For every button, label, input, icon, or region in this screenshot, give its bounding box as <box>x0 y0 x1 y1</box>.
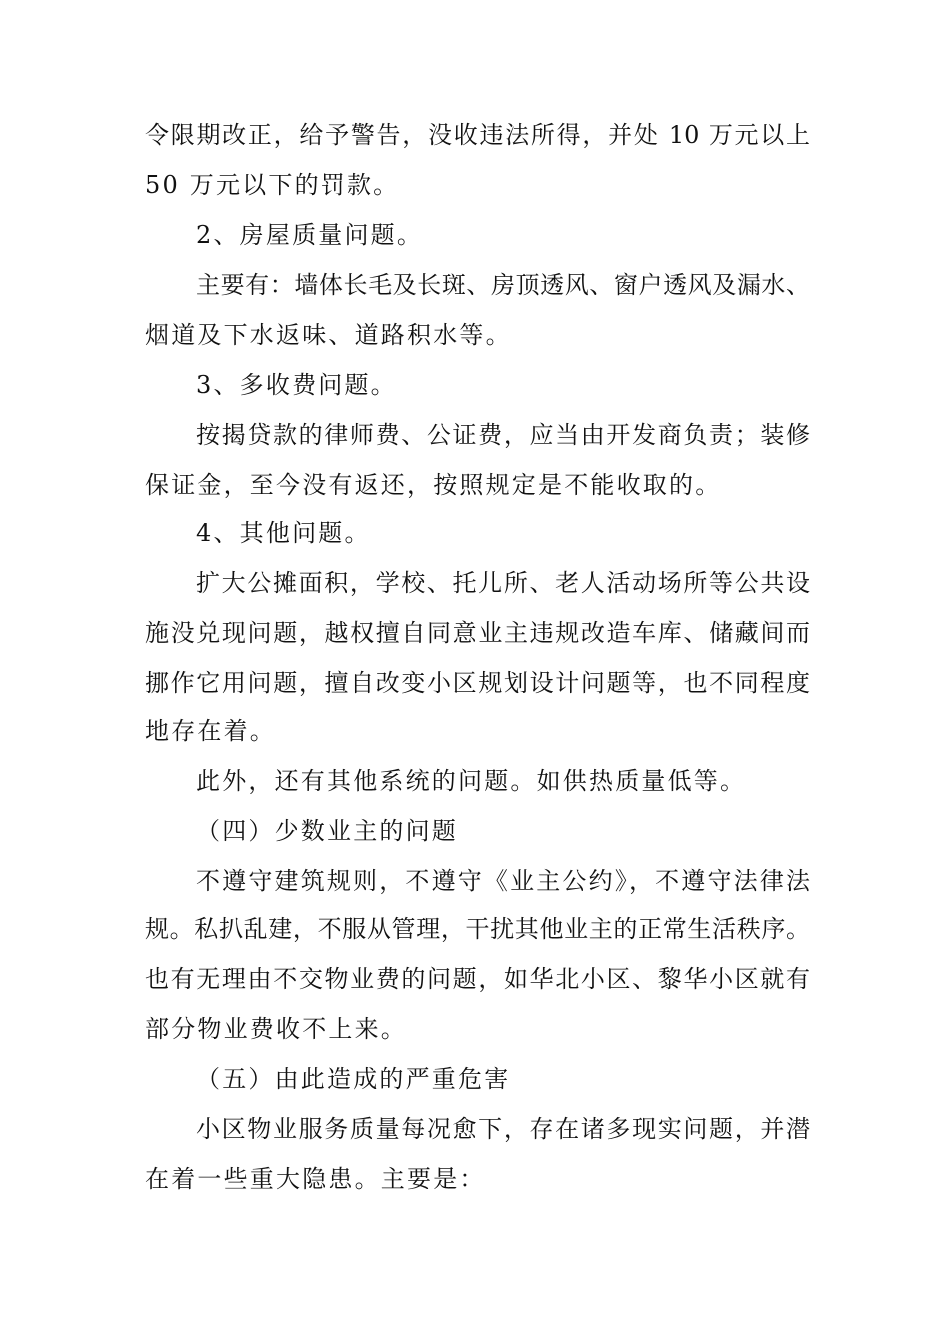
text-line: 规。私扒乱建，不服从管理，干扰其他业主的正常生活秩序。 <box>145 915 810 943</box>
section-heading: （五）由此造成的严重危害 <box>196 1065 511 1093</box>
section-heading: 2、房屋质量问题。 <box>196 221 424 249</box>
section-heading: 3、多收费问题。 <box>196 371 397 399</box>
text-line: 在着一些重大隐患。主要是： <box>145 1165 486 1193</box>
text-line: 此外，还有其他系统的问题。如供热质量低等。 <box>196 767 747 795</box>
text-line: 部分物业费收不上来。 <box>145 1015 407 1043</box>
text-line: 地存在着。 <box>145 717 276 745</box>
text-line: 50 万元以下的罚款。 <box>145 171 400 199</box>
text-line: 也有无理由不交物业费的问题，如华北小区、黎华小区就有 <box>145 965 810 993</box>
text-line: 保证金，至今没有返还，按照规定是不能收取的。 <box>145 471 722 499</box>
text-line: 不遵守建筑规则，不遵守《业主公约》，不遵守法律法 <box>196 867 810 895</box>
text-line: 令限期改正，给予警告，没收违法所得，并处 10 万元以上 <box>145 121 810 149</box>
text-line: 主要有：墙体长毛及长斑、房顶透风、窗户透风及漏水、 <box>196 271 810 299</box>
section-heading: 4、其他问题。 <box>196 519 371 547</box>
text-line: 烟道及下水返味、道路积水等。 <box>145 321 512 349</box>
text-line: 按揭贷款的律师费、公证费，应当由开发商负责；装修 <box>196 421 810 449</box>
text-line: 挪作它用问题，擅自改变小区规划设计问题等，也不同程度 <box>145 669 810 697</box>
text-line: 施没兑现问题，越权擅自同意业主违规改造车库、储藏间而 <box>145 619 810 647</box>
text-line: 小区物业服务质量每况愈下，存在诸多现实问题，并潜 <box>196 1115 810 1143</box>
section-heading: （四）少数业主的问题 <box>196 817 458 845</box>
text-line: 扩大公摊面积，学校、托儿所、老人活动场所等公共设 <box>196 569 810 597</box>
